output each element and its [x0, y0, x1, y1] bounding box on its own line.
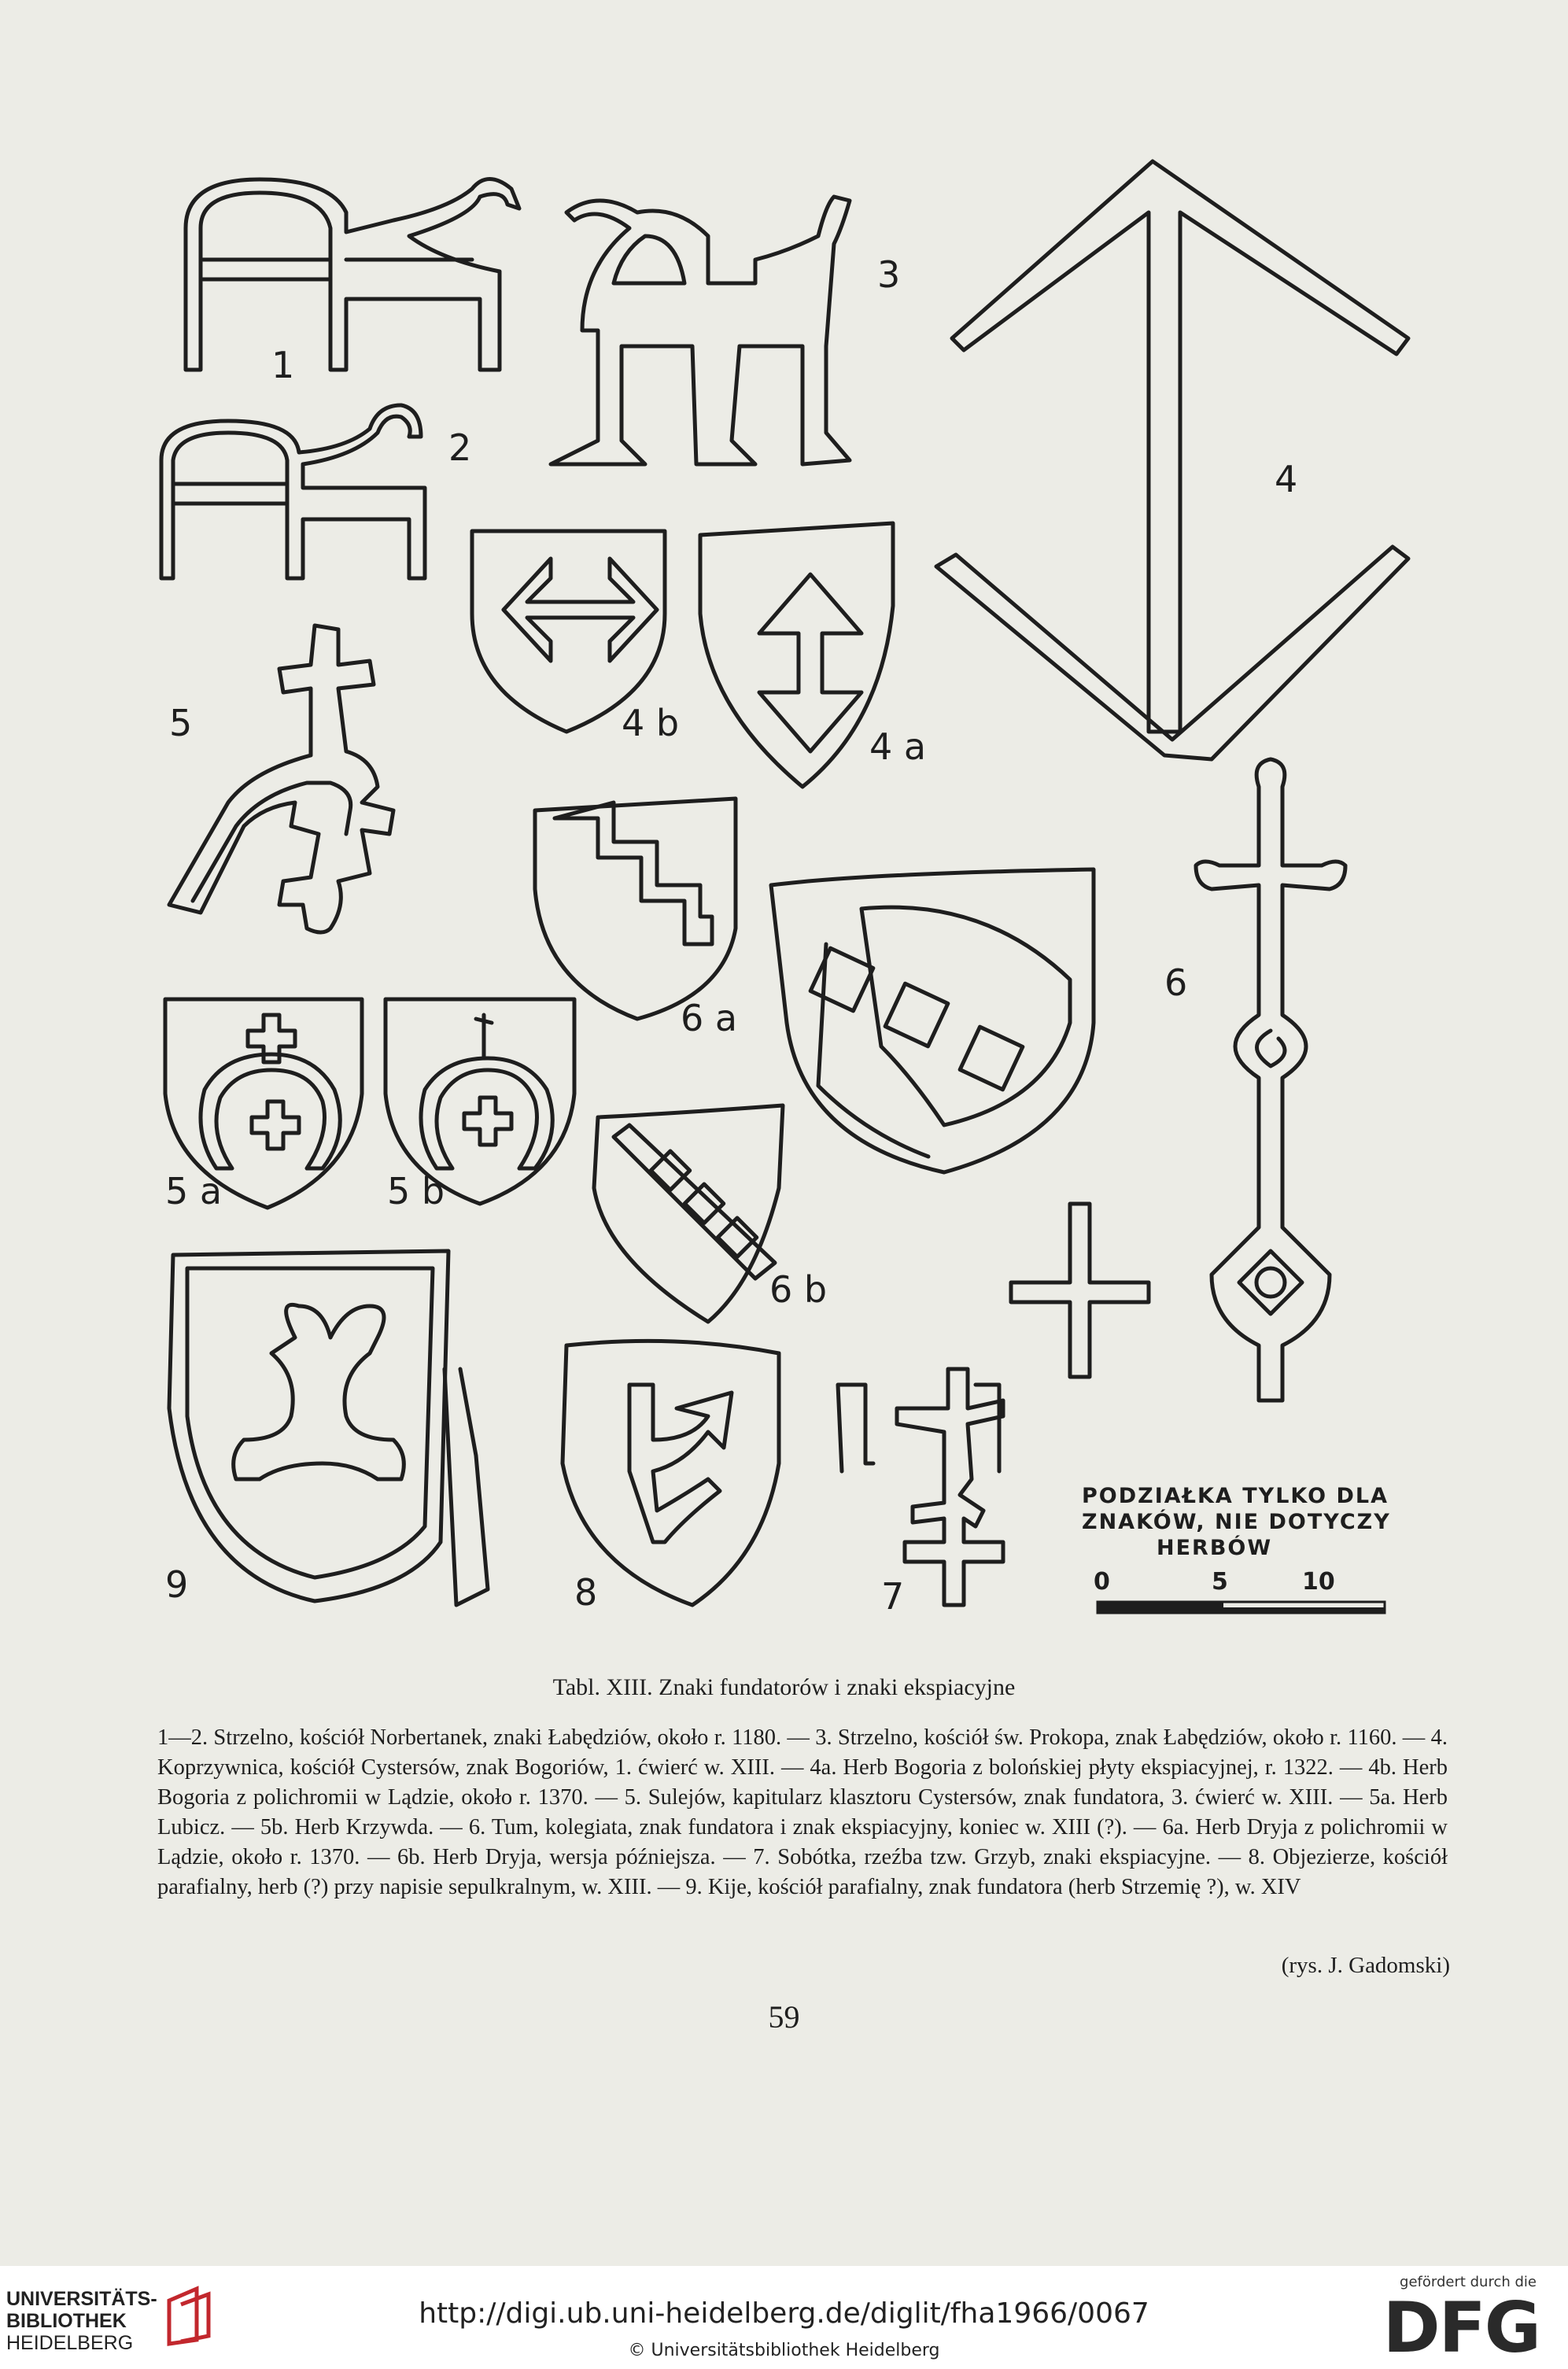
svg-text:ZNAKÓW, NIE DOTYCZY: ZNAKÓW, NIE DOTYCZY [1082, 1510, 1391, 1534]
shield-6b [594, 1105, 783, 1322]
page-number: 59 [768, 1999, 800, 2035]
label-2: 2 [448, 426, 472, 469]
label-6a: 6 a [681, 997, 738, 1039]
shield-6 [771, 869, 1094, 1172]
copyright-notice: © Universitätsbibliothek Heidelberg [628, 2341, 940, 2360]
svg-text:PODZIAŁKA TYLKO DLA: PODZIAŁKA TYLKO DLA [1082, 1484, 1389, 1508]
sign-7 [838, 1369, 1003, 1605]
svg-text:5: 5 [1212, 1568, 1228, 1596]
small-cross [1011, 1204, 1149, 1377]
label-4b: 4 b [622, 702, 680, 744]
shield-6a [535, 799, 736, 1019]
shield-4a [700, 523, 893, 787]
svg-text:0: 0 [1094, 1568, 1110, 1596]
source-url[interactable]: http://digi.ub.uni-heidelberg.de/diglit/fha1966/0067 [419, 2297, 1149, 2330]
dfg-logo: DFG [1382, 2287, 1540, 2368]
label-4: 4 [1275, 458, 1298, 500]
plate-title: Tabl. XIII. Znaki fundatorów i znaki ekspiacyjne [552, 1674, 1016, 1700]
label-3: 3 [877, 253, 901, 296]
label-8: 8 [574, 1571, 598, 1614]
svg-text:HERBÓW: HERBÓW [1157, 1536, 1273, 1560]
scale-note [1082, 1484, 1391, 1560]
label-5: 5 [169, 702, 193, 744]
sign-4 [936, 161, 1408, 759]
sign-6 [1196, 759, 1345, 1400]
sign-2 [161, 405, 425, 578]
label-5b: 5 b [387, 1170, 445, 1212]
label-7: 7 [881, 1575, 905, 1618]
label-4a: 4 a [869, 725, 927, 768]
footer-bar [0, 2266, 1568, 2369]
sign-3 [551, 197, 850, 464]
shield-9 [169, 1251, 488, 1605]
label-6: 6 [1164, 961, 1188, 1004]
funded-by-label: gefördert durch die [1400, 2274, 1537, 2290]
svg-text:10: 10 [1302, 1568, 1335, 1596]
sign-1 [186, 179, 519, 371]
shield-8 [563, 1341, 779, 1605]
label-5a: 5 a [165, 1170, 223, 1212]
scale-bar [1094, 1568, 1385, 1613]
label-1: 1 [271, 344, 295, 386]
label-6b: 6 b [769, 1268, 828, 1311]
label-9: 9 [165, 1563, 189, 1606]
plate-caption: 1—2. Strzelno, kościół Norbertanek, znaki Łabędziów, około r. 1180. — 3. Strzelno, kościół św. Prokopa, znak Łabędziów, około r. 1160. — 4. Koprzywnica, kościół Cystersów, znak Bogoriów, 1. ćwierć w. XIII. — 4a. Herb Bogoria z bolońskiej płyty ekspiacyjnej, r. 1322. — 4b. Herb Bogoria z polichromii w Lądzie, około r. 1370. — 5. Sulejów, kapitularz klasztoru Cystersów, znak fundatora, 3. ćwierć w. XIII. — 5a. Herb Lubicz. — 5b. Herb Krzywda. — 6. Tum, kolegiata, znak fundatora i znak ekspiacyjny, koniec w. XIII (?). — 6a. Herb Dryja z polichromii w Lądzie, około r. 1370. — 6b. Herb Dryja, wersja późniejsza. — 7. Sobótka, rzeźba tzw. Grzyb, znaki ekspiacyjne. — 8. Objezierze, kościół parafialny, herb (?) przy napisie sepulkralnym, w. XIII. — 9. Kije, kościół parafialny, znak fundatora (herb Strzemię ?), w. XIV [157, 1725, 1448, 1899]
library-name: UNIVERSITÄTS- BIBLIOTHEK HEIDELBERG [6, 2288, 157, 2354]
drawing-credit: (rys. J. Gadomski) [1281, 1953, 1450, 1978]
sign-5 [169, 625, 393, 932]
